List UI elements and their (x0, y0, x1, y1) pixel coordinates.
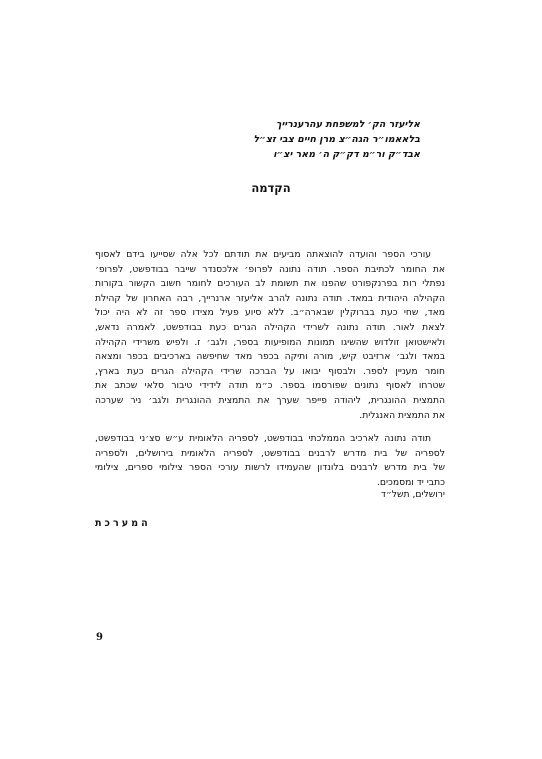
place-date: ירושלים, תשל״ד (380, 489, 445, 500)
text-line: לצאת לאור. תודה נתונה לשרידי הקהילה הגרים כעת בבודפשט, לאמרה נדאש, (95, 321, 445, 333)
text-line: מאד, שחי כעת בברוקלין שבארה״ב. ללא סיוע פעיל מצידו ספר זה לא היה יכול (95, 307, 445, 319)
text-line: שטרחו לאסוף נתונים שפורסמו בספר. כ״מ תודה לידידי טיבור סלאי שכתב את (95, 380, 445, 392)
dedication-block (120, 117, 420, 162)
text-line: לספריה של בית מדרש לרבנים בבודפשט, לספריה הלאומית בירושלים, ולספריה (95, 447, 445, 459)
text-line: את החומר לכתיבת הספר. תודה נתונה לפרופ׳ אלכסנדר שייבר בבודפשט, לפרופ׳ (95, 263, 445, 275)
paragraph-libraries (95, 432, 445, 490)
text-line: הקהילה היהודית במאד. תודה נתונה להרב אליעזר ארנרייך, רבה האחרון של קהילת (95, 292, 445, 304)
text-line: עורכי הספר והועדה להוצאתה מביעים את תודתם לכל אלה שסייעו בידם לאסוף (95, 249, 431, 260)
dedication-line: אליעזר הק׳ למשפחת עהרענרייך (276, 119, 420, 130)
paragraph-acknowledgements (95, 248, 445, 423)
text-line: נפתלי רות בפרנקפורט שהפנו את תשומת לב העורכים לחומר חשוב הקשור בקורות (95, 278, 445, 290)
text-line: את התמצית האנגלית. (359, 409, 445, 421)
signature: המערכת (95, 518, 151, 529)
text-line: תודה נתונה לארכיב הממלכתי בבודפשט, לספריה הלאומית ע״ש סצ׳ני בבודפשט, (95, 433, 431, 444)
text-line: התמצית ההונגרית, ליהודה פייפר שערך את התמצית ההונגרית ולגב׳ ניר שערכה (95, 394, 445, 406)
text-line: ולאישטואן זולדוש שהשיגו תמונות המופיעות בספר, ולגב׳ ז. ולפיש משרידי הקהילה (95, 336, 445, 348)
section-heading: הקדמה (251, 181, 291, 195)
text-line: של בית מדרש לרבנים בלונדון שהעמידו לרשות עורכי הספר צילומי ספרים, צילומי (95, 462, 445, 474)
page-number: 9 (96, 632, 103, 643)
dedication-line: אבד״ק ור״מ דק״ק ה׳ מאר יצ״ו (273, 149, 420, 160)
text-line: כתבי יד ומסמכים. (376, 476, 445, 488)
text-line: במאד ולגב׳ ארזיבט קיש, מורה ותיקה בכפר מאד שחיפשה בארכיבים בכפר ומצאה (95, 351, 445, 363)
dedication-line: בלאאמו״ר הגה״צ מרן חיים צבי זצ״ל (253, 134, 420, 145)
text-line: חומר מעניין לספר. ולבסוף יבואו על הברכה שרידי הקהילה הגרים כעת בארץ, (95, 365, 445, 377)
